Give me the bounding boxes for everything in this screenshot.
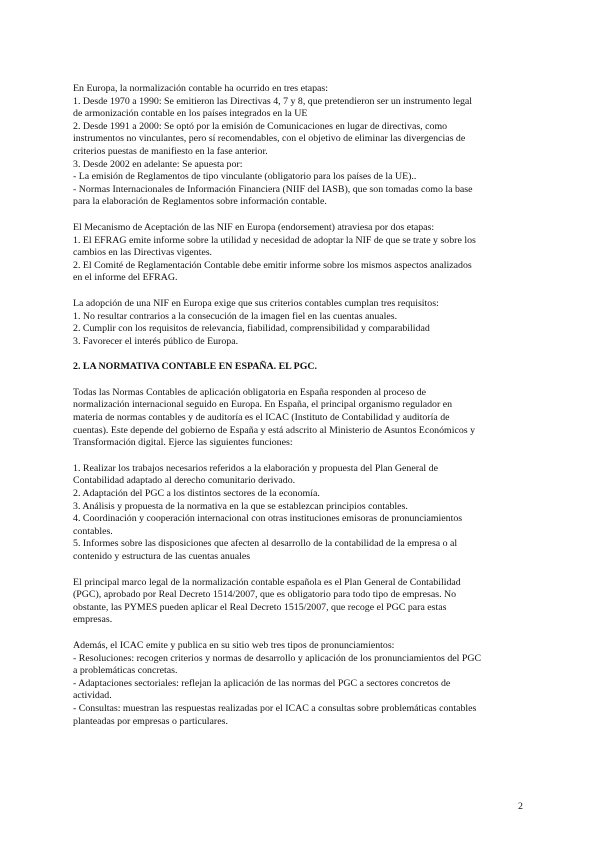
- text-line: criterios puestas de manifiesto en la fase anterior.: [73, 145, 268, 157]
- paragraph: [73, 640, 535, 728]
- text-line: 1. Desde 1970 a 1990: Se emitieron las Directivas 4, 7 y 8, que pretendieron ser un instrumento legal: [73, 95, 473, 107]
- text-line: Todas las Normas Contables de aplicación obligatoria en España responden al proceso de: [73, 386, 427, 398]
- paragraph: [73, 463, 535, 564]
- text-line: Además, el ICAC emite y publica en su sitio web tres tipos de pronunciamientos:: [73, 639, 395, 651]
- text-line: 4. Coordinación y cooperación internacional con otras instituciones emisoras de pronunciamientos: [73, 513, 463, 525]
- paragraph: [73, 222, 535, 285]
- text-line: 1. Realizar los trabajos necesarios referidos a la elaboración y propuesta del Plan General de: [73, 462, 438, 474]
- text-line: a problemáticas concretas.: [73, 665, 178, 677]
- section-heading: 2. LA NORMATIVA CONTABLE EN ESPAÑA. EL PGC.: [73, 361, 317, 373]
- text-line: Transformación digital. Ejerce las siguientes funciones:: [73, 437, 293, 449]
- text-line: planteadas por empresas o particulares.: [73, 715, 228, 727]
- text-line: 3. Favorecer el interés público de Europa.: [73, 335, 239, 347]
- text-line: empresas.: [73, 614, 113, 626]
- paragraph-gap: [73, 374, 535, 387]
- text-line: en el informe del EFRAG.: [73, 272, 178, 284]
- paragraph: [73, 577, 535, 627]
- text-line: - La emisión de Reglamentos de tipo vinculante (obligatorio para los países de la UE)..: [73, 171, 417, 183]
- text-line: 3. Desde 2002 en adelante: Se apuesta por:: [73, 158, 243, 170]
- text-line: - Adaptaciones sectoriales: reflejan la aplicación de las normas del PGC a sectores concretos de: [73, 677, 451, 689]
- text-line: materia de normas contables y de auditoría es el ICAC (Instituto de Contabilidad y auditoría de: [73, 412, 450, 424]
- paragraph: [73, 387, 535, 450]
- page-number: 2: [518, 801, 523, 812]
- text-line: contables.: [73, 525, 113, 537]
- page-body: [73, 83, 535, 728]
- paragraph: [73, 298, 535, 348]
- text-line: cuentas). Este depende del gobierno de España y está adscrito al Ministerio de Asuntos Económicos y: [73, 424, 476, 436]
- text-line: 2. Adaptación del PGC a los distintos sectores de la economía.: [73, 488, 320, 500]
- text-line: El principal marco legal de la normalización contable española es el Plan General de Contabilidad: [73, 576, 461, 588]
- text-line: 1. El EFRAG emite informe sobre la utilidad y necesidad de adoptar la NIF de que se trate y sobre los: [73, 234, 476, 246]
- text-line: 5. Informes sobre las disposiciones que afecten al desarrollo de la contabilidad de la empresa o al: [73, 538, 458, 550]
- paragraph-gap: [73, 348, 535, 361]
- text-line: contenido y estructura de las cuentas anuales: [73, 551, 251, 562]
- paragraph-gap: [73, 627, 535, 640]
- text-line: de armonización contable en los países integrados en la UE: [73, 108, 308, 120]
- paragraph-gap: [73, 564, 535, 577]
- text-line: actividad.: [73, 690, 112, 702]
- paragraph: [73, 83, 535, 209]
- text-line: - Consultas: muestran las respuestas realizadas por el ICAC a consultas sobre problemáticas contables: [73, 702, 477, 714]
- paragraph-gap: [73, 450, 535, 463]
- text-line: Contabilidad adaptado al derecho comunitario derivado.: [73, 475, 296, 487]
- text-line: para la elaboración de Reglamentos sobre información contable.: [73, 196, 327, 208]
- text-line: En Europa, la normalización contable ha ocurrido en tres etapas:: [73, 83, 328, 94]
- text-line: instrumentos no vinculantes, pero sí recomendables, con el objetivo de eliminar las divergencias de: [73, 133, 466, 145]
- paragraph-gap: [73, 285, 535, 298]
- text-line: El Mecanismo de Aceptación de las NIF en Europa (endorsement) atraviesa por dos etapas:: [73, 221, 435, 233]
- text-line: obstante, las PYMES pueden aplicar el Real Decreto 1515/2007, que recoge el PGC para estas: [73, 601, 447, 613]
- text-line: cambios en las Directivas vigentes.: [73, 247, 213, 259]
- text-line: - Resoluciones: recogen criterios y normas de desarrollo y aplicación de los pronunciamientos del PGC: [73, 652, 482, 664]
- text-line: La adopción de una NIF en Europa exige que sus criterios contables cumplan tres requisitos:: [73, 297, 439, 309]
- text-line: 3. Análisis y propuesta de la normativa en la que se establezcan principios contables.: [73, 500, 408, 512]
- text-line: normalización internacional seguido en Europa. En España, el principal organismo regulador en: [73, 399, 453, 411]
- paragraph-gap: [73, 209, 535, 222]
- text-line: 2. Desde 1991 a 2000: Se optó por la emisión de Comunicaciones en lugar de directivas, como: [73, 120, 448, 132]
- text-line: (PGC), aprobado por Real Decreto 1514/2007, que es obligatorio para todo tipo de empresas. No: [73, 589, 457, 601]
- text-line: 2. El Comité de Reglamentación Contable debe emitir informe sobre los mismos aspectos analizados: [73, 259, 472, 271]
- text-line: 2. Cumplir con los requisitos de relevancia, fiabilidad, comprensibilidad y comparabilidad: [73, 323, 430, 335]
- text-line: - Normas Internacionales de Información Financiera (NIIF del IASB), que son tomadas como la base: [73, 183, 473, 195]
- text-line: 1. No resultar contrarios a la consecución de la imagen fiel en las cuentas anuales.: [73, 310, 398, 322]
